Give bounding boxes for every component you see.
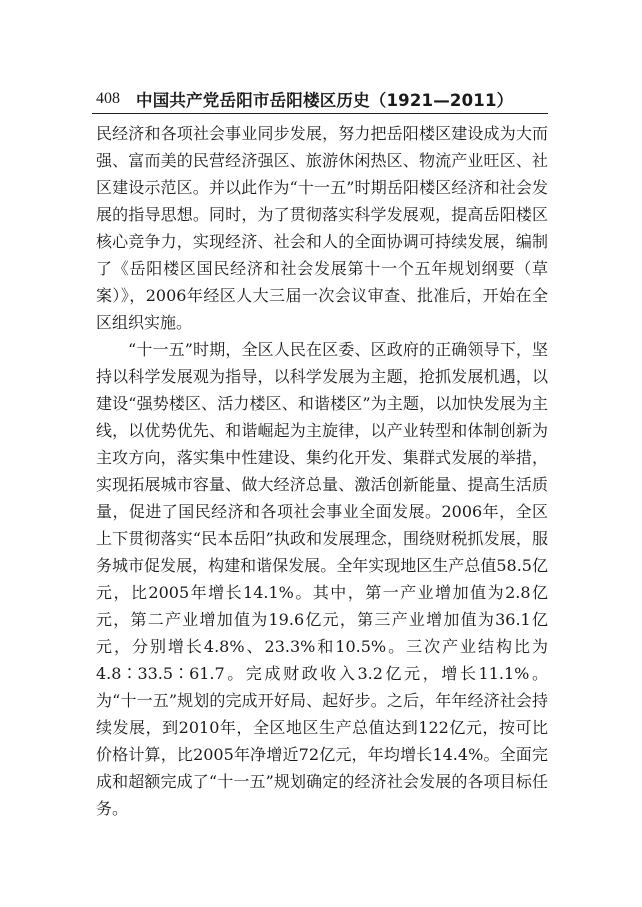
paragraph-eleventh-five-year: “十一五”时期，全区人民在区委、区政府的正确领导下，坚持以科学发展观为指导，以科学发展为主题，抢抓发展机遇，以建设“强势楼区、活力楼区、和谐楼区”为主题，以加快发展为主线，以优势优先、和谐崛起为主旋律，以产业转型和体制创新为主攻方向，落实集中性建设、集约化开发、集群式发展的举措，实现拓展城市容量、做大经济总量、激活创新能量、提高生活质量，促进了国民经济和各项社会事业全面发展。2006年，全区上下贯彻落实“民本岳阳”执政和发展理念，围绕财税抓发展，服务城市促发展，构建和谐保发展。全年实现地区生产总值58.5亿元，比2005年增长14.1%。其中，第一产业增加值为2.8亿元，第二产业增加值为19.6亿元，第三产业增加值为36.1亿元，分别增长4.8%、23.3%和10.5%。三次产业结构比为4.8∶33.5∶61.7。完成财政收入3.2亿元，增长11.1%。为“十一五”规划的完成开好局、起好步。之后，年年经济社会持续发展，到2010年，全区地区生产总值达到122亿元，按可比价格计算，比2005年净增近72亿元，年均增长14.4%。全面完成和超额完成了“十一五”规划确定的经济社会发展的各项目标任务。 — [96, 340, 548, 818]
paragraph-continued: 民经济和各项社会事业同步发展，努力把岳阳楼区建设成为大而强、富而美的民营经济强区、旅游休闲热区、物流产业旺区、社区建设示范区。并以此作为“十一五”时期岳阳楼区经济和社会发展的指导思想。同时，为了贯彻落实科学发展观，提高岳阳楼区核心竞争力，实现经济、社会和人的全面协调可持续发展，编制了《岳阳楼区国民经济和社会发展第十一个五年规划纲要（草案）》，2006年经区人大三届一次会议审查、批准后，开始在全区组织实施。 — [96, 124, 548, 332]
book-title: 中国共产党岳阳市岳阳楼区历史（1921—2011） — [136, 91, 514, 110]
page-number: 408 — [96, 90, 120, 107]
running-header — [96, 88, 546, 110]
header-rule — [92, 113, 548, 114]
body-text — [96, 120, 548, 822]
